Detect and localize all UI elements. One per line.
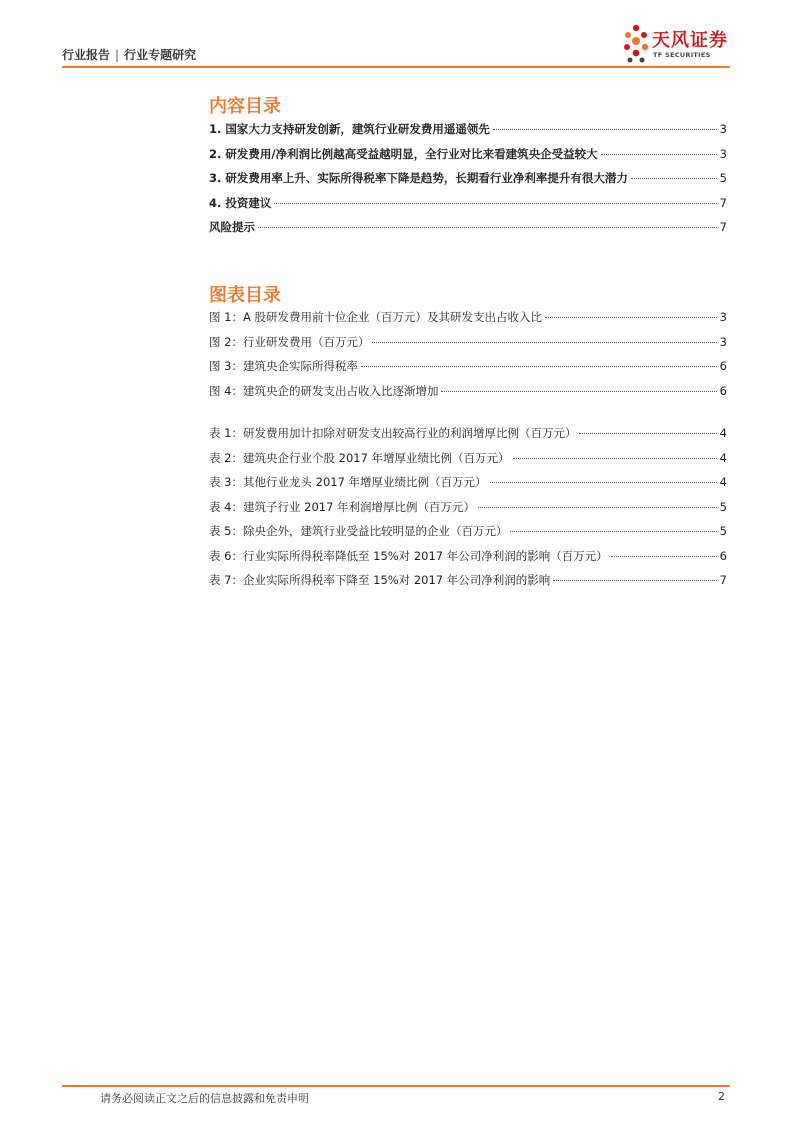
toc-item[interactable] bbox=[209, 146, 727, 171]
toc-item-page: 3 bbox=[719, 122, 727, 136]
toc-item-label: 2. 研发费用/净利润比例越高受益越明显，全行业对比来看建筑央企受益较大 bbox=[209, 146, 598, 161]
report-category: 行业报告 bbox=[62, 48, 111, 62]
leader-dots bbox=[579, 433, 716, 434]
table-item[interactable] bbox=[209, 548, 727, 573]
figure-item-label: 图 4：建筑央企的研发支出占收入比逐渐增加 bbox=[209, 383, 439, 398]
leader-dots bbox=[513, 458, 717, 459]
toc-item[interactable] bbox=[209, 195, 727, 220]
table-item[interactable] bbox=[209, 523, 727, 548]
toc-item-label: 1. 国家大力支持研发创新，建筑行业研发费用遥遥领先 bbox=[209, 122, 490, 136]
table-item-label: 表 3：其他行业龙头 2017 年增厚业绩比例（百万元） bbox=[209, 475, 487, 489]
figure-item[interactable] bbox=[209, 334, 727, 359]
table-item[interactable] bbox=[209, 499, 727, 524]
figure-list bbox=[209, 309, 727, 407]
leader-dots bbox=[441, 391, 716, 392]
toc-item-page: 7 bbox=[719, 220, 727, 234]
leader-dots bbox=[490, 482, 717, 483]
figure-item-page: 3 bbox=[719, 310, 727, 324]
toc-item-page: 3 bbox=[719, 146, 727, 161]
figure-item[interactable] bbox=[209, 358, 727, 383]
table-item-page: 6 bbox=[719, 548, 727, 563]
table-item[interactable] bbox=[209, 474, 727, 499]
leader-dots bbox=[601, 154, 717, 155]
figure-item-label: 图 2：行业研发费用（百万元） bbox=[209, 334, 370, 349]
flower-logo-icon bbox=[622, 22, 652, 66]
tf-securities-logo bbox=[622, 22, 732, 66]
table-item-label: 表 2：建筑央企行业个股 2017 年增厚业绩比例（百万元） bbox=[209, 450, 510, 465]
toc-item[interactable] bbox=[209, 121, 727, 146]
toc-item-label: 风险提示 bbox=[209, 220, 255, 234]
leader-dots bbox=[631, 178, 717, 179]
figure-item-page: 3 bbox=[719, 334, 727, 349]
table-item-label: 表 4：建筑子行业 2017 年利润增厚比例（百万元） bbox=[209, 499, 476, 514]
table-item[interactable] bbox=[209, 572, 727, 597]
leader-dots bbox=[274, 203, 716, 204]
figure-item-page: 6 bbox=[719, 359, 727, 373]
table-item-page: 4 bbox=[719, 450, 727, 465]
logo-name-en: TF SECURITIES bbox=[653, 51, 711, 59]
leader-dots bbox=[553, 580, 716, 581]
leader-dots bbox=[493, 129, 717, 130]
toc-item-label: 4. 投资建议 bbox=[209, 195, 272, 210]
leader-dots bbox=[361, 366, 717, 367]
table-item-page: 5 bbox=[719, 524, 727, 538]
report-category-header bbox=[62, 46, 196, 63]
footer-divider bbox=[62, 1085, 730, 1087]
page-number: 2 bbox=[718, 1090, 725, 1103]
table-item-page: 5 bbox=[719, 499, 727, 514]
table-item-label: 表 5：除央企外，建筑行业受益比较明显的企业（百万元） bbox=[209, 524, 508, 538]
table-item[interactable] bbox=[209, 425, 727, 450]
figure-item-label: 图 3：建筑央企实际所得税率 bbox=[209, 359, 358, 373]
figures-toc-title: 图表目录 bbox=[209, 285, 281, 306]
leader-dots bbox=[611, 556, 717, 557]
table-item-label: 表 6：行业实际所得税率降低至 15%对 2017 年公司净利润的影响（百万元） bbox=[209, 548, 608, 563]
footer-disclaimer: 请务必阅读正文之后的信息披露和免责申明 bbox=[100, 1092, 309, 1105]
logo-name-cn: 天风证券 bbox=[652, 30, 728, 51]
leader-dots bbox=[372, 342, 716, 343]
toc-item-label: 3. 研发费用率上升、实际所得税率下降是趋势，长期看行业净利率提升有很大潜力 bbox=[209, 171, 628, 185]
figure-item-label: 图 1：A 股研发费用前十位企业（百万元）及其研发支出占收入比 bbox=[209, 310, 542, 324]
table-list bbox=[209, 425, 727, 597]
leader-dots bbox=[545, 317, 717, 318]
table-item-page: 7 bbox=[719, 573, 727, 587]
toc-item[interactable] bbox=[209, 170, 727, 195]
header-divider bbox=[62, 66, 730, 68]
toc-list bbox=[209, 121, 727, 244]
toc-item-page: 5 bbox=[719, 171, 727, 185]
toc-title: 内容目录 bbox=[209, 96, 281, 117]
leader-dots bbox=[258, 227, 717, 228]
table-item-label: 表 7：企业实际所得税率下降至 15%对 2017 年公司净利润的影响 bbox=[209, 573, 551, 587]
report-subcategory: 行业专题研究 bbox=[124, 48, 197, 62]
toc-item-page: 7 bbox=[719, 195, 727, 210]
figure-item-page: 6 bbox=[719, 383, 727, 398]
header-separator: | bbox=[115, 48, 120, 62]
table-item[interactable] bbox=[209, 450, 727, 475]
leader-dots bbox=[510, 531, 716, 532]
toc-item[interactable] bbox=[209, 219, 727, 244]
figure-item[interactable] bbox=[209, 309, 727, 334]
table-item-label: 表 1：研发费用加计扣除对研发支出较高行业的利润增厚比例（百万元） bbox=[209, 426, 577, 440]
table-item-page: 4 bbox=[719, 475, 727, 489]
leader-dots bbox=[478, 507, 717, 508]
figure-item[interactable] bbox=[209, 383, 727, 408]
table-item-page: 4 bbox=[719, 426, 727, 440]
